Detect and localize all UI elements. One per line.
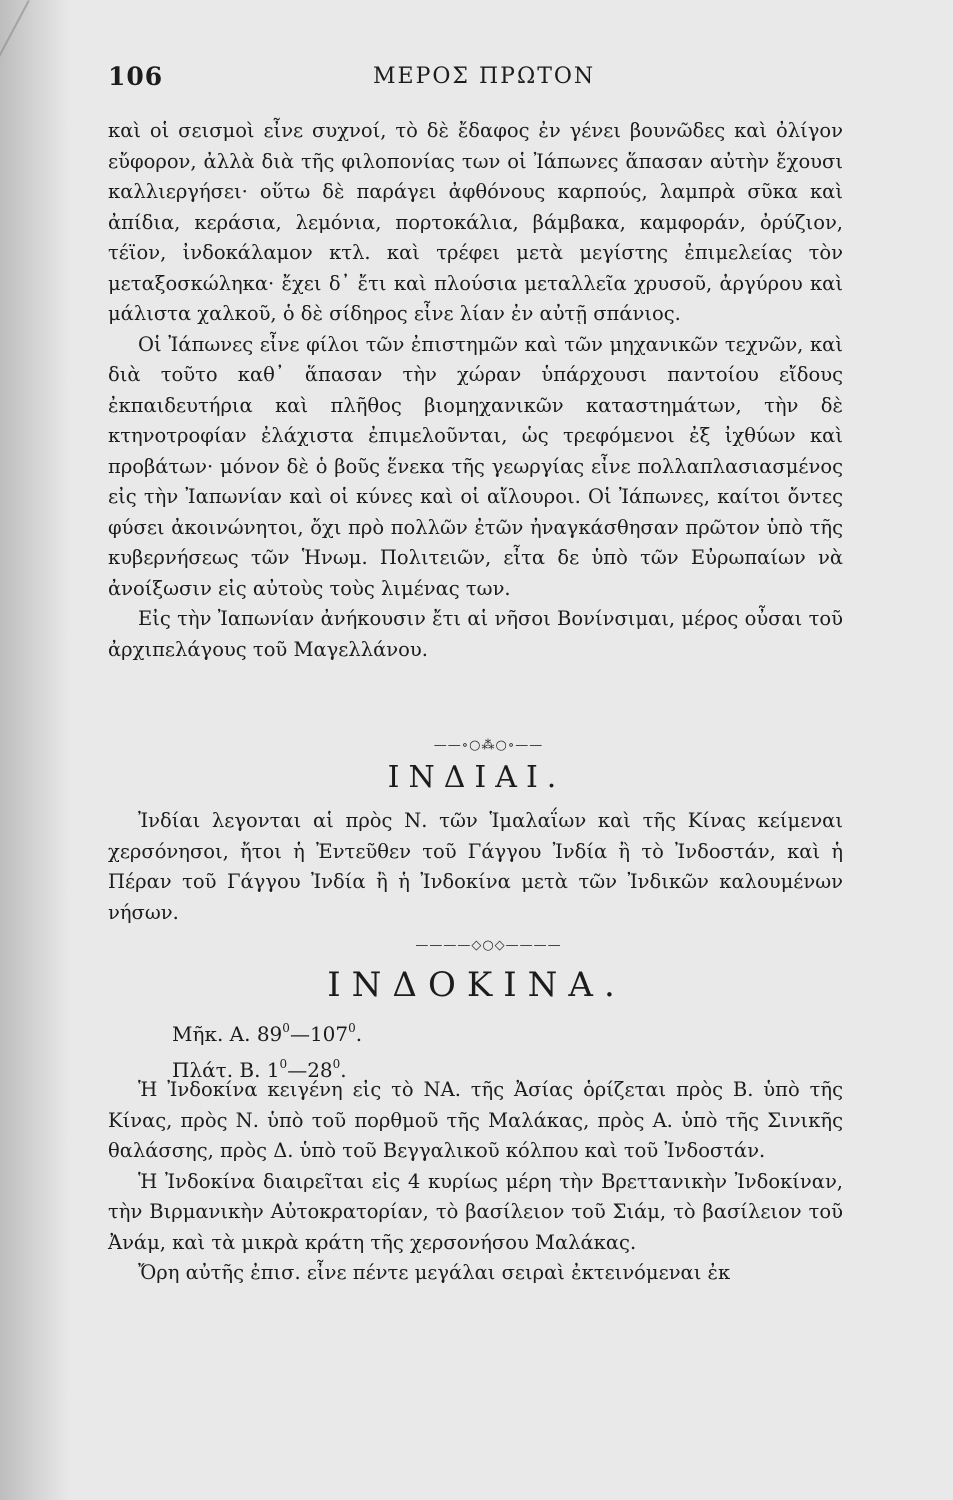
indiai-section-text (108, 806, 843, 928)
paragraph-indiai-definition: Ἰνδίαι λεγονται αἱ πρὸς Ν. τῶν Ἱμαλαΐων καὶ τῆς Κίνας κείμεναι χερσόνησοι, ἤτοι ἡ Ἐντεῦθεν τοῦ Γάγγου Ἰνδία ἢ τὸ Ἰνδοστάν, καὶ ἡ Πέραν τοῦ Γάγγου Ἰνδία ἢ ἡ Ἰνδοκίνα μετὰ τῶν Ἰνδικῶν καλουμένων νήσων. (108, 809, 843, 924)
paragraph-bonin-islands: Εἰς τὴν Ἰαπωνίαν ἀνήκουσιν ἔτι αἱ νῆσοι Βονίνσιμαι, μέρος οὖσαι τοῦ ἀρχιπελάγους τοῦ Μαγελλάνου. (108, 607, 843, 661)
degree-symbol: 0 (348, 1021, 356, 1035)
degree-symbol: 0 (332, 1057, 341, 1071)
paragraph-indokina-borders: Ἡ Ἰνδοκίνα κειγένη εἰς τὸ ΝΑ. τῆς Ἀσίας ὁρίζεται πρὸς Β. ὑπὸ τῆς Κίνας, πρὸς Ν. ὑπὸ τοῦ πορθμοῦ τῆς Μαλάκας, πρὸς Α. ὑπὸ τῆς Σινικῆς θαλάσσης, πρὸς Δ. ὑπὸ τοῦ Βεγγαλικοῦ κόλπου καὶ τοῦ Ἰνδοστάν. (108, 1078, 843, 1162)
latitude-to: —28 (287, 1058, 333, 1082)
paragraph-indokina-mountains: Ὄρη αὐτῆς ἐπισ. εἶνε πέντε μεγάλαι σειραὶ ἐκτεινόμεναι ἐκ (138, 1261, 731, 1284)
section-title-indokina: ΙΝΔΟΚΙΝΑ. (327, 965, 626, 1005)
longitude-to: —107 (289, 1022, 349, 1046)
paragraph-japanese-people: Οἱ Ἰάπωνες εἶνε φίλοι τῶν ἐπιστημῶν καὶ τῶν μηχανικῶν τεχνῶν, καὶ διὰ τοῦτο καθ᾽ ἅπασαν τὴν χώραν ὑπάρχουσι παντοίου εἴδους ἐκπαιδευτήρια καὶ πλῆθος βιομηχανικῶν καταστημάτων, τὴν δὲ κτηνοτροφίαν ἐλάχιστα ἐπιμελοῦνται, ὡς τρεφόμενοι ἐξ ἰχθύων καὶ προβάτων· μόνον δὲ ὁ βοῦς ἕνεκα τῆς γεωργίας εἶνε πολλαπλασιασμένος εἰς τὴν Ἰαπωνίαν καὶ οἱ κύνες καὶ οἱ αἴλουροι. Οἱ Ἰάπωνες, καίτοι ὄντες φύσει ἀκοινώνητοι, ὄχι πρὸ πολλῶν ἐτῶν ἠναγκάσθησαν πρῶτον ὑπὸ τῆς κυβερνήσεως τῶν Ἡνωμ. Πολιτειῶν, εἶτα δε ὑπὸ τῶν Εὐρωπαίων νὰ ἀνοίξωσιν εἰς αὐτοὺς τοὺς λιμένας των. (108, 332, 843, 600)
paragraph-climate-products: καὶ οἱ σεισμοὶ εἶνε συχνοί, τὸ δὲ ἔδαφος ἐν γένει βουνῶδες καὶ ὀλίγον εὔφορον, ἀλλὰ διὰ τῆς φιλοπονίας των οἱ Ἰάπωνες ἅπασαν αὐτὴν ἔχουσι καλλιεργήσει· οὕτω δὲ παράγει ἀφθόνους καρπούς, λαμπρὰ σῦκα καὶ ἀπίδια, κεράσια, λεμόνια, πορτοκάλια, βάμβακα, καμφοράν, ὀρύζιον, τέϊον, ἰνδοκάλαμον κτλ. καὶ τρέφει μετὰ μεγίστης ἐπιμελείας τὸν μεταξοσκώληκα· ἔχει δ᾽ ἔτι καὶ πλούσια μεταλλεῖα χρυσοῦ, ἀργύρου καὶ μάλιστα χαλκοῦ, ὁ δὲ σίδηρος εἶνε λίαν ἐν αὐτῇ σπάνιος. (108, 119, 843, 325)
degree-symbol: 0 (282, 1021, 290, 1035)
section-divider-ornament: ——∘○⁂○∘—— (433, 738, 544, 753)
longitude-line: Μῆκ. Α. $89^0—107^0$. (172, 1021, 363, 1046)
section-title-indiai: ΙΝΔΙΑΙ. (387, 760, 566, 795)
section-divider-ornament: ————◇○◇———— (415, 938, 562, 953)
page-number: 106 (108, 62, 164, 91)
indokina-section-text (108, 1075, 843, 1289)
page-header (108, 62, 848, 96)
latitude-line: Πλάτ. Β. $1^0—28^0$. (172, 1057, 347, 1082)
longitude-label: Μῆκ. Α. 89 (172, 1022, 283, 1046)
japan-section-text (108, 116, 843, 665)
degree-symbol: 0 (279, 1057, 288, 1071)
running-head: ΜΕΡΟΣ ΠΡΩΤΟΝ (373, 64, 596, 89)
latitude-label: Πλάτ. Β. 1 (172, 1058, 280, 1082)
paragraph-indokina-divisions: Ἡ Ἰνδοκίνα διαιρεῖται εἰς 4 κυρίως μέρη τὴν Βρεττανικὴν Ἰνδοκίναν, τὴν Βιρμανικὴν Αὐτοκρατορίαν, τὸ βασίλειον τοῦ Σιάμ, τὸ βασίλειον τοῦ Ἀνάμ, καὶ τὰ μικρὰ κράτη τῆς χερσονήσου Μαλάκας. (108, 1169, 843, 1254)
